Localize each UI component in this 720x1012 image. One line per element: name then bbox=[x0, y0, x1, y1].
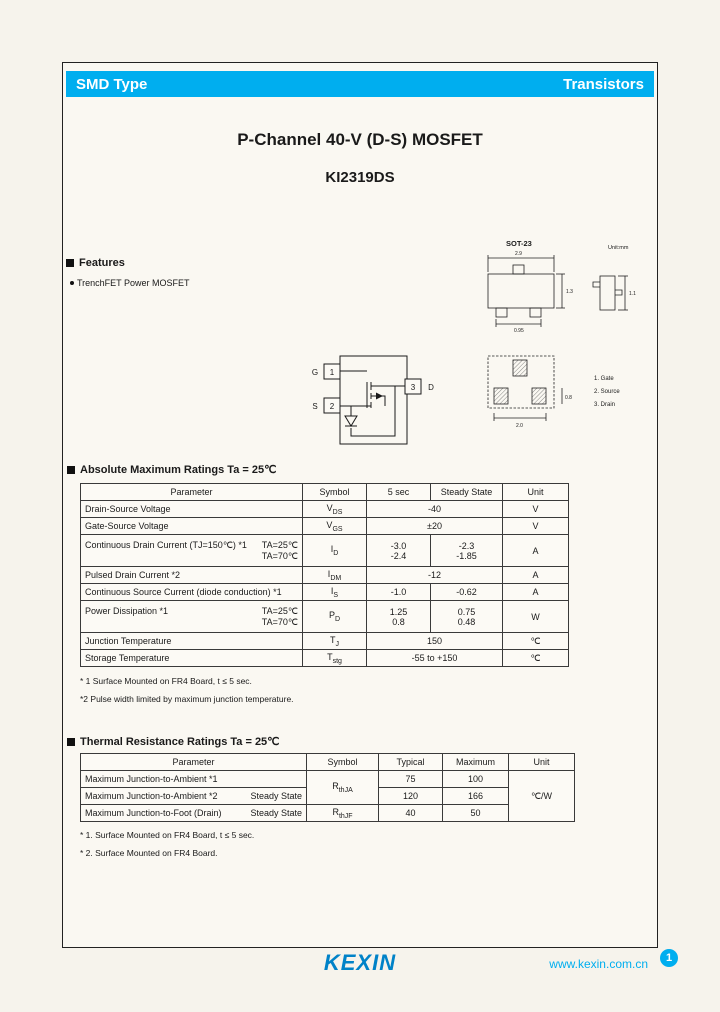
col-typical: Typical bbox=[379, 754, 443, 771]
symbol-cell: $P_D$ bbox=[303, 601, 367, 633]
table-row-is bbox=[81, 584, 569, 601]
col-unit: Unit bbox=[503, 484, 569, 501]
feature-item: TrenchFET Power MOSFET bbox=[70, 278, 190, 288]
dim-pad-span: 2.0 bbox=[516, 423, 523, 429]
package-name: SOT-23 bbox=[506, 239, 532, 248]
param-cell: Junction Temperature bbox=[81, 633, 303, 650]
unit-cell: V bbox=[503, 518, 569, 535]
pin-label-source: 2. Source bbox=[594, 389, 620, 395]
symbol-cell: $R_{thJA}$ bbox=[307, 771, 379, 805]
col-parameter: Parameter bbox=[81, 754, 307, 771]
param-cell: Pulsed Drain Current *2 bbox=[81, 567, 303, 584]
param-cell: Power Dissipation *1 TA=25℃ TA=70℃ bbox=[81, 601, 303, 633]
maximum-cell: 166 bbox=[443, 788, 509, 805]
dim-height: 1.1 bbox=[629, 291, 636, 297]
drain-label: D bbox=[428, 383, 434, 392]
unit-cell: ℃/W bbox=[509, 771, 575, 822]
header-left-label: SMD Type bbox=[76, 75, 148, 93]
dim-pad-width: 0.8 bbox=[565, 395, 572, 401]
param-cell: Continuous Drain Current (TJ=150℃) *1 TA=25℃ TA=70℃ bbox=[81, 535, 303, 567]
schematic-outline bbox=[340, 356, 407, 444]
thermal-footnote-1: * 1. Surface Mounted on FR4 Board, t ≤ 5 sec. bbox=[80, 830, 255, 840]
header-right-label: Transistors bbox=[563, 75, 644, 93]
package-footprint bbox=[488, 356, 562, 421]
value-cell: ±20 bbox=[367, 518, 503, 535]
section-square-icon bbox=[66, 259, 74, 267]
symbol-cell: $V_{DS}$ bbox=[303, 501, 367, 518]
abs-footnote-2: *2 Pulse width limited by maximum junction temperature. bbox=[80, 694, 294, 704]
col-parameter: Parameter bbox=[81, 484, 303, 501]
part-number: KI2319DS bbox=[325, 169, 395, 186]
symbol-cell: $R_{thJF}$ bbox=[307, 805, 379, 822]
table-row-pd bbox=[81, 601, 569, 633]
col-symbol: Symbol bbox=[303, 484, 367, 501]
value-cell: -3.0 -2.4 bbox=[367, 535, 431, 567]
param-cell: Storage Temperature bbox=[81, 650, 303, 667]
pin-number-1: 1 bbox=[329, 368, 335, 377]
table-row-jf bbox=[81, 805, 575, 822]
unit-cell: A bbox=[503, 535, 569, 567]
value-cell: -0.62 bbox=[431, 584, 503, 601]
pin-number-2: 2 bbox=[329, 402, 335, 411]
param-cell: Maximum Junction-to-Foot (Drain) Steady State bbox=[81, 805, 307, 822]
param-cell: Gate-Source Voltage bbox=[81, 518, 303, 535]
typical-cell: 40 bbox=[379, 805, 443, 822]
typical-cell: 75 bbox=[379, 771, 443, 788]
pin-label-drain: 3. Drain bbox=[594, 402, 616, 408]
symbol-cell: $I_{DM}$ bbox=[303, 567, 367, 584]
thermal-footnote-2: * 2. Surface Mounted on FR4 Board. bbox=[80, 848, 218, 858]
pin-number-3: 3 bbox=[410, 383, 416, 392]
source-label: S bbox=[312, 402, 318, 411]
unit-cell: V bbox=[503, 501, 569, 518]
body-diode-icon bbox=[345, 416, 357, 426]
section-square-icon bbox=[67, 466, 75, 474]
param-cell: Continuous Source Current (diode conduction) *1 bbox=[81, 584, 303, 601]
maximum-cell: 100 bbox=[443, 771, 509, 788]
value-cell: 0.75 0.48 bbox=[431, 601, 503, 633]
col-steady: Steady State bbox=[431, 484, 503, 501]
pin-label-gate: 1. Gate bbox=[594, 376, 614, 382]
table-row-vgs bbox=[81, 518, 569, 535]
symbol-cell: $V_{GS}$ bbox=[303, 518, 367, 535]
table-row-tstg bbox=[81, 650, 569, 667]
abs-footnote-1: * 1 Surface Mounted on FR4 Board, t ≤ 5 sec. bbox=[80, 676, 252, 686]
table-row-ja1 bbox=[81, 771, 575, 788]
abs-max-header-row bbox=[81, 484, 569, 501]
col-5sec: 5 sec bbox=[367, 484, 431, 501]
page-title: P-Channel 40-V (D-S) MOSFET bbox=[237, 130, 483, 149]
symbol-cell: $T_J$ bbox=[303, 633, 367, 650]
header-bar bbox=[66, 71, 654, 97]
symbol-cell: $I_S$ bbox=[303, 584, 367, 601]
package-side-view bbox=[593, 276, 628, 310]
col-unit: Unit bbox=[509, 754, 575, 771]
dim-body-width: 2.9 bbox=[515, 251, 522, 257]
package-unit-label: Unit:mm bbox=[608, 245, 629, 251]
page-number-badge: 1 bbox=[660, 949, 678, 967]
value-cell: -1.0 bbox=[367, 584, 431, 601]
dim-lead-pitch: 0.95 bbox=[514, 328, 524, 334]
section-square-icon bbox=[67, 738, 75, 746]
table-row-id bbox=[81, 535, 569, 567]
abs-max-heading: Absolute Maximum Ratings Ta = 25℃ bbox=[67, 463, 276, 476]
value-cell: -40 bbox=[367, 501, 503, 518]
footer-url-link[interactable]: www.kexin.com.cn bbox=[549, 957, 648, 971]
unit-cell: ℃ bbox=[503, 650, 569, 667]
value-cell: 150 bbox=[367, 633, 503, 650]
col-symbol: Symbol bbox=[307, 754, 379, 771]
value-cell: -12 bbox=[367, 567, 503, 584]
dim-body-height: 1.3 bbox=[566, 289, 573, 295]
unit-cell: W bbox=[503, 601, 569, 633]
package-top-view bbox=[488, 255, 565, 327]
schematic-drawing bbox=[305, 346, 445, 454]
value-cell: -55 to +150 bbox=[367, 650, 503, 667]
thermal-header-row bbox=[81, 754, 575, 771]
value-cell: 1.25 0.8 bbox=[367, 601, 431, 633]
symbol-cell: $I_D$ bbox=[303, 535, 367, 567]
param-cell: Maximum Junction-to-Ambient *2 Steady State bbox=[81, 788, 307, 805]
param-cell: Drain-Source Voltage bbox=[81, 501, 303, 518]
table-row-vds bbox=[81, 501, 569, 518]
table-row-tj bbox=[81, 633, 569, 650]
mosfet-arrow-icon bbox=[376, 393, 383, 400]
thermal-table bbox=[80, 753, 575, 822]
bullet-icon bbox=[70, 281, 74, 285]
param-cell: Maximum Junction-to-Ambient *1 bbox=[81, 771, 307, 788]
value-cell: -2.3 -1.85 bbox=[431, 535, 503, 567]
maximum-cell: 50 bbox=[443, 805, 509, 822]
col-maximum: Maximum bbox=[443, 754, 509, 771]
unit-cell: A bbox=[503, 584, 569, 601]
typical-cell: 120 bbox=[379, 788, 443, 805]
abs-max-table bbox=[80, 483, 569, 667]
thermal-heading: Thermal Resistance Ratings Ta = 25℃ bbox=[67, 735, 280, 748]
table-row-idm bbox=[81, 567, 569, 584]
package-drawing bbox=[472, 232, 664, 440]
kexin-logo: KEXIN bbox=[323, 950, 397, 975]
unit-cell: ℃ bbox=[503, 633, 569, 650]
gate-label: G bbox=[311, 368, 319, 377]
features-heading: Features bbox=[66, 257, 125, 269]
symbol-cell: $T_{stg}$ bbox=[303, 650, 367, 667]
unit-cell: A bbox=[503, 567, 569, 584]
